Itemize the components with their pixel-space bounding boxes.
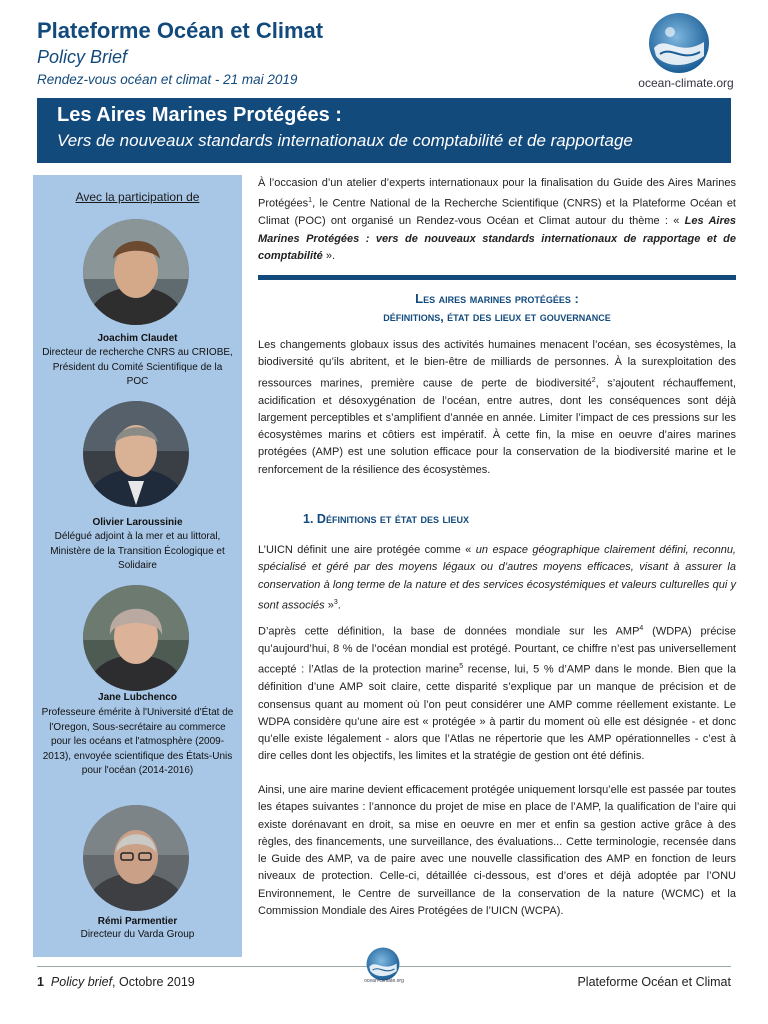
footnote-ref: 4 bbox=[639, 625, 644, 632]
participant-name: Rémi Parmentier bbox=[97, 916, 178, 927]
portrait-remi-parmentier bbox=[83, 805, 189, 911]
participant-name: Jane Lubchenco bbox=[98, 692, 177, 703]
brief-title: Les Aires Marines Protégées : bbox=[57, 104, 342, 126]
section-title bbox=[258, 290, 736, 326]
footnote-ref: 3 bbox=[333, 598, 338, 606]
person-photo-icon bbox=[83, 585, 189, 691]
ocean-climate-logo-icon bbox=[648, 12, 710, 74]
body-text: L’UICN définit une aire protégée comme « bbox=[258, 544, 472, 556]
participant-name: Olivier Laroussinie bbox=[92, 517, 183, 528]
wdpa-paragraph bbox=[258, 620, 736, 766]
body-text: » bbox=[327, 599, 334, 612]
ocean-climate-logo-icon bbox=[366, 947, 400, 981]
footer-brief-label: Policy brief bbox=[50, 975, 113, 989]
participant-role: Directeur de recherche CNRS au CRIOBE, Président du Comité Scientifique de la POC bbox=[42, 347, 233, 387]
footnote-ref: 2 bbox=[591, 376, 596, 384]
publication-type: Policy Brief bbox=[37, 47, 128, 67]
footer-logo-url: ocean-climate.org bbox=[364, 978, 404, 984]
participants-sidebar bbox=[33, 175, 242, 957]
footnote-ref: 5 bbox=[459, 663, 464, 671]
footer-date: , Octobre 2019 bbox=[112, 975, 195, 989]
title-banner bbox=[37, 98, 731, 163]
publication-title: Plateforme Océan et Climat bbox=[37, 18, 324, 43]
definition-paragraph bbox=[258, 542, 736, 615]
participant-name: Joachim Claudet bbox=[97, 333, 178, 344]
person-photo-icon bbox=[83, 401, 189, 507]
section-divider bbox=[258, 275, 736, 280]
portrait-jane-lubchenco bbox=[83, 585, 189, 691]
subsection-number: 1. bbox=[303, 512, 314, 526]
section-paragraph bbox=[258, 337, 736, 479]
person-photo-icon bbox=[83, 805, 189, 911]
participant-role: Professeure émérite à l'Université d'État de l'Oregon, Sous-secrétaire au commerce pour les océans et l'atmosphère (2009-2013), envoyée scientifique des États-Unis pour l'océan (2014-2016) bbox=[41, 707, 234, 776]
body-text: Ainsi, une aire marine devient efficacement protégée uniquement lorsqu’elle est passée par toutes les étapes suivantes : l’annonce du projet de mise en place de l’AMP, la qualification de l’aire qui existe dorénavant en droit, sa mise en oeuvre en mer et enfin sa gestion active grâce à des règles, des financements, une surveillance, des évaluations... Cette terminologie, recensée dans le Guide des AMP, va de paire avec une nouvelle classification des AMP en fonction de leurs niveaux de protection. Celle-ci, détaillée ci-dessous, est d’ores et déjà adoptée par l’ONU Environnement, le Centre de surveillance de la conservation de la nature (WCMC) et la Commission Mondiale des Aires Protégées de l’UICN (WCPA). bbox=[258, 784, 736, 918]
body-text: Les changements globaux issus des activités humaines menacent l’océan, ses écosystèmes, la biodiversité qu’ils abritent, et le bien-être de milliards de personnes. À la surexploitation des ressources marines, première cause de perte de biodiversité bbox=[258, 339, 736, 390]
uicn-definition-quote: un espace géographique clairement défini, reconnu, spécialisé et géré par des moyens légaux ou d’autres moyens efficaces, visant à assurer la conservation à long terme de la nature et des services écosystémiques et valeurs culturelles qui y sont associés bbox=[258, 544, 736, 612]
subsection-title: Définitions et état des lieux bbox=[316, 512, 470, 526]
logo-url: ocean-climate.org bbox=[638, 76, 734, 90]
portrait-olivier-laroussinie bbox=[83, 401, 189, 507]
event-date: Rendez-vous océan et climat - 21 mai 2019 bbox=[37, 72, 298, 87]
person-photo-icon bbox=[83, 219, 189, 325]
portrait-joachim-claudet bbox=[83, 219, 189, 325]
section-title-line2: définitions, état des lieux et gouvernance bbox=[383, 310, 611, 324]
intro-text: À l’occasion d’un atelier d’experts internationaux pour la finalisation du Guide des Aires Marines Protégées bbox=[258, 177, 736, 210]
protection-paragraph bbox=[258, 782, 736, 920]
footnote-ref: 1 bbox=[308, 197, 313, 205]
footer-right: Plateforme Océan et Climat bbox=[577, 975, 731, 989]
footer-left bbox=[37, 975, 195, 989]
subsection-heading bbox=[303, 512, 469, 526]
body-text: . bbox=[337, 599, 341, 612]
body-text: recense, lui, 5 % d’AMP dans le monde. Bien que la définition d’une AMP soit claire, cette disparité s’explique par un manque de précision et de consensus quant au moment où l’on peut considérer une AMP comme réellement existante. Le WDPA considère qu’une aire est « protégée » à partir du moment où elle est désignée - et donc qu’elle existe légalement - alors que l’Atlas ne répertorie que les AMP opérationnelles - c’est à dire celles dont les objectifs, les limites et la stratégie de gestion ont été définis. bbox=[258, 663, 736, 763]
body-text: , s’ajoutent réchauffement, acidification et désoxygénation de l’océan, entre autres, dont les conséquences sont déjà largement perceptibles et s’amplifient d’année en année. Limiter l’impact de ces pressions sur les écosystèmes marins et côtiers est impératif. À cette fin, la mise en oeuvre d’aires marines protégées (AMP) est une solution efficace pour la conservation de la biodiversité marine et le renforcement de la résilience des écosystèmes. bbox=[258, 377, 736, 476]
body-text: D’après cette définition, la base de données mondiale sur les AMP bbox=[258, 625, 640, 638]
page-number: 1 bbox=[37, 975, 44, 989]
body-text: (WDPA) précise qu’aujourd’hui, 8 % de l’océan mondial est protégé. Pourtant, ce chiffre n’est pas universellement accepté : l’Atlas de la protection marine bbox=[258, 625, 736, 676]
participant-role: Directeur du Varda Group bbox=[80, 929, 195, 940]
participants-heading: Avec la participation de bbox=[75, 190, 200, 204]
intro-paragraph bbox=[258, 175, 736, 265]
participant-role: Délégué adjoint à la mer et au littoral, Ministère de la Transition Écologique et Solidaire bbox=[50, 531, 225, 571]
intro-text: , le Centre National de la Recherche Scientifique (CNRS) et la Plateforme Océan et Climat (POC) ont organisé un Rendez-vous Océan et Climat autour du thème : « bbox=[258, 197, 736, 228]
intro-text: ». bbox=[325, 249, 336, 262]
section-title-line1: Les aires marines protégées : bbox=[415, 291, 579, 306]
brief-subtitle: Vers de nouveaux standards internationaux de comptabilité et de rapportage bbox=[57, 131, 633, 150]
intro-theme: Les Aires Marines Protégées : vers de nouveaux standards internationaux de rapportage et de comptabilité bbox=[258, 215, 736, 262]
